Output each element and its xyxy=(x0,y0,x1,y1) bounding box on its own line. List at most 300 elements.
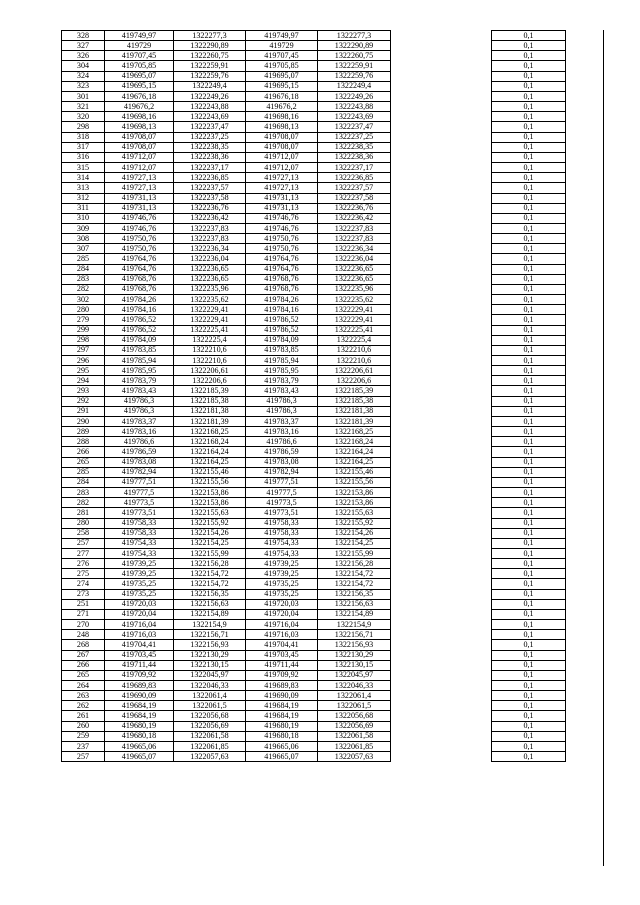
point-number-cell: 288 xyxy=(62,437,105,447)
x2-cell: 419783,79 xyxy=(246,376,318,386)
y2-cell: 1322164,24 xyxy=(318,447,391,457)
point-number-cell: 237 xyxy=(62,741,105,751)
value-cell: 0,1 xyxy=(492,295,566,305)
table-row xyxy=(62,213,566,223)
value-cell: 0,1 xyxy=(492,599,566,609)
value-cell: 0,1 xyxy=(492,731,566,741)
x2-cell: 419782,94 xyxy=(246,467,318,477)
spacer-cell xyxy=(391,650,492,660)
value-cell: 0,1 xyxy=(492,528,566,538)
point-number-cell: 257 xyxy=(62,752,105,762)
value-cell: 0,1 xyxy=(492,183,566,193)
y2-cell: 1322237,47 xyxy=(318,122,391,132)
spacer-cell xyxy=(391,467,492,477)
x1-cell: 419727,13 xyxy=(105,183,174,193)
y1-cell: 1322130,15 xyxy=(174,660,246,670)
y1-cell: 1322243,69 xyxy=(174,112,246,122)
x1-cell: 419684,19 xyxy=(105,701,174,711)
spacer-cell xyxy=(391,335,492,345)
y1-cell: 1322057,63 xyxy=(174,752,246,762)
spacer-cell xyxy=(391,31,492,41)
table-row xyxy=(62,61,566,71)
y2-cell: 1322238,36 xyxy=(318,152,391,162)
x1-cell: 419695,15 xyxy=(105,81,174,91)
x1-cell: 419731,13 xyxy=(105,193,174,203)
x2-cell: 419676,2 xyxy=(246,102,318,112)
x2-cell: 419665,06 xyxy=(246,741,318,751)
x2-cell: 419705,85 xyxy=(246,61,318,71)
y2-cell: 1322155,92 xyxy=(318,518,391,528)
value-cell: 0,1 xyxy=(492,366,566,376)
table-row xyxy=(62,31,566,41)
x1-cell: 419716,03 xyxy=(105,630,174,640)
point-number-cell: 266 xyxy=(62,660,105,670)
value-cell: 0,1 xyxy=(492,51,566,61)
point-number-cell: 259 xyxy=(62,731,105,741)
x1-cell: 419680,19 xyxy=(105,721,174,731)
value-cell: 0,1 xyxy=(492,752,566,762)
value-cell: 0,1 xyxy=(492,152,566,162)
y2-cell: 1322235,96 xyxy=(318,284,391,294)
y1-cell: 1322206,61 xyxy=(174,366,246,376)
table-row xyxy=(62,650,566,660)
y2-cell: 1322237,57 xyxy=(318,183,391,193)
spacer-cell xyxy=(391,691,492,701)
point-number-cell: 284 xyxy=(62,264,105,274)
point-number-cell: 280 xyxy=(62,305,105,315)
table-row xyxy=(62,356,566,366)
spacer-cell xyxy=(391,701,492,711)
value-cell: 0,1 xyxy=(492,41,566,51)
x1-cell: 419689,83 xyxy=(105,681,174,691)
spacer-cell xyxy=(391,345,492,355)
x1-cell: 419786,6 xyxy=(105,437,174,447)
table-row xyxy=(62,193,566,203)
point-number-cell: 289 xyxy=(62,427,105,437)
table-row xyxy=(62,122,566,132)
y2-cell: 1322236,34 xyxy=(318,244,391,254)
y2-cell: 1322185,38 xyxy=(318,396,391,406)
y1-cell: 1322237,58 xyxy=(174,193,246,203)
spacer-cell xyxy=(391,508,492,518)
spacer-cell xyxy=(391,640,492,650)
x2-cell: 419704,41 xyxy=(246,640,318,650)
point-number-cell: 290 xyxy=(62,416,105,426)
x1-cell: 419768,76 xyxy=(105,274,174,284)
spacer-cell xyxy=(391,183,492,193)
y2-cell: 1322154,89 xyxy=(318,609,391,619)
value-cell: 0,1 xyxy=(492,640,566,650)
x2-cell: 419720,03 xyxy=(246,599,318,609)
y1-cell: 1322243,88 xyxy=(174,102,246,112)
table-row xyxy=(62,284,566,294)
spacer-cell xyxy=(391,569,492,579)
value-cell: 0,1 xyxy=(492,315,566,325)
y1-cell: 1322290,89 xyxy=(174,41,246,51)
x1-cell: 419727,13 xyxy=(105,173,174,183)
x1-cell: 419708,07 xyxy=(105,132,174,142)
x1-cell: 419729 xyxy=(105,41,174,51)
spacer-cell xyxy=(391,112,492,122)
y1-cell: 1322181,38 xyxy=(174,406,246,416)
spacer-cell xyxy=(391,244,492,254)
y2-cell: 1322046,33 xyxy=(318,681,391,691)
x1-cell: 419783,08 xyxy=(105,457,174,467)
spacer-cell xyxy=(391,416,492,426)
spacer-cell xyxy=(391,376,492,386)
point-number-cell: 323 xyxy=(62,81,105,91)
y1-cell: 1322154,9 xyxy=(174,620,246,630)
table-row xyxy=(62,386,566,396)
y2-cell: 1322238,35 xyxy=(318,142,391,152)
point-number-cell: 283 xyxy=(62,488,105,498)
point-number-cell: 261 xyxy=(62,711,105,721)
spacer-cell xyxy=(391,234,492,244)
table-row xyxy=(62,630,566,640)
value-cell: 0,1 xyxy=(492,467,566,477)
value-cell: 0,1 xyxy=(492,305,566,315)
point-number-cell: 291 xyxy=(62,406,105,416)
spacer-cell xyxy=(391,396,492,406)
value-cell: 0,1 xyxy=(492,284,566,294)
y2-cell: 1322235,62 xyxy=(318,295,391,305)
value-cell: 0,1 xyxy=(492,396,566,406)
spacer-cell xyxy=(391,152,492,162)
point-number-cell: 312 xyxy=(62,193,105,203)
table-row xyxy=(62,538,566,548)
x2-cell: 419777,5 xyxy=(246,488,318,498)
x2-cell: 419708,07 xyxy=(246,142,318,152)
table-row xyxy=(62,244,566,254)
y1-cell: 1322260,75 xyxy=(174,51,246,61)
y1-cell: 1322236,65 xyxy=(174,274,246,284)
value-cell: 0,1 xyxy=(492,223,566,233)
table-row xyxy=(62,71,566,81)
value-cell: 0,1 xyxy=(492,132,566,142)
x2-cell: 419783,43 xyxy=(246,386,318,396)
y1-cell: 1322237,17 xyxy=(174,163,246,173)
y1-cell: 1322168,24 xyxy=(174,437,246,447)
value-cell: 0,1 xyxy=(492,31,566,41)
y2-cell: 1322168,25 xyxy=(318,427,391,437)
point-number-cell: 302 xyxy=(62,295,105,305)
value-cell: 0,1 xyxy=(492,711,566,721)
table-row xyxy=(62,681,566,691)
x2-cell: 419758,33 xyxy=(246,528,318,538)
value-cell: 0,1 xyxy=(492,518,566,528)
table-row xyxy=(62,102,566,112)
x2-cell: 419786,52 xyxy=(246,325,318,335)
x1-cell: 419783,37 xyxy=(105,416,174,426)
y1-cell: 1322237,25 xyxy=(174,132,246,142)
spacer-cell xyxy=(391,681,492,691)
value-cell: 0,1 xyxy=(492,548,566,558)
spacer-cell xyxy=(391,660,492,670)
x2-cell: 419786,3 xyxy=(246,396,318,406)
x1-cell: 419786,59 xyxy=(105,447,174,457)
table-row xyxy=(62,254,566,264)
value-cell: 0,1 xyxy=(492,173,566,183)
table-row xyxy=(62,660,566,670)
x2-cell: 419785,94 xyxy=(246,356,318,366)
y1-cell: 1322249,26 xyxy=(174,91,246,101)
y2-cell: 1322236,85 xyxy=(318,173,391,183)
x2-cell: 419768,76 xyxy=(246,274,318,284)
spacer-cell xyxy=(391,254,492,264)
y1-cell: 1322156,35 xyxy=(174,589,246,599)
value-cell: 0,1 xyxy=(492,650,566,660)
spacer-cell xyxy=(391,518,492,528)
y1-cell: 1322056,68 xyxy=(174,711,246,721)
y1-cell: 1322061,5 xyxy=(174,701,246,711)
y1-cell: 1322154,26 xyxy=(174,528,246,538)
table-row xyxy=(62,51,566,61)
y2-cell: 1322206,61 xyxy=(318,366,391,376)
x2-cell: 419773,5 xyxy=(246,498,318,508)
point-number-cell: 281 xyxy=(62,508,105,518)
point-number-cell: 274 xyxy=(62,579,105,589)
table-row xyxy=(62,345,566,355)
x2-cell: 419783,08 xyxy=(246,457,318,467)
point-number-cell: 327 xyxy=(62,41,105,51)
table-row xyxy=(62,152,566,162)
value-cell: 0,1 xyxy=(492,61,566,71)
x1-cell: 419758,33 xyxy=(105,518,174,528)
y1-cell: 1322238,35 xyxy=(174,142,246,152)
y1-cell: 1322235,96 xyxy=(174,284,246,294)
y1-cell: 1322236,34 xyxy=(174,244,246,254)
value-cell: 0,1 xyxy=(492,620,566,630)
point-number-cell: 320 xyxy=(62,112,105,122)
x2-cell: 419750,76 xyxy=(246,244,318,254)
value-cell: 0,1 xyxy=(492,142,566,152)
point-number-cell: 265 xyxy=(62,670,105,680)
y2-cell: 1322249,26 xyxy=(318,91,391,101)
x1-cell: 419720,03 xyxy=(105,599,174,609)
point-number-cell: 298 xyxy=(62,122,105,132)
x2-cell: 419784,16 xyxy=(246,305,318,315)
x2-cell: 419695,07 xyxy=(246,71,318,81)
point-number-cell: 314 xyxy=(62,173,105,183)
y1-cell: 1322153,86 xyxy=(174,488,246,498)
y2-cell: 1322156,35 xyxy=(318,589,391,599)
spacer-cell xyxy=(391,538,492,548)
point-number-cell: 294 xyxy=(62,376,105,386)
x1-cell: 419784,26 xyxy=(105,295,174,305)
x2-cell: 419783,85 xyxy=(246,345,318,355)
value-cell: 0,1 xyxy=(492,670,566,680)
x1-cell: 419698,16 xyxy=(105,112,174,122)
x2-cell: 419665,07 xyxy=(246,752,318,762)
y1-cell: 1322229,41 xyxy=(174,305,246,315)
spacer-cell xyxy=(391,711,492,721)
table-row xyxy=(62,488,566,498)
y2-cell: 1322154,26 xyxy=(318,528,391,538)
spacer-cell xyxy=(391,721,492,731)
x1-cell: 419735,25 xyxy=(105,579,174,589)
value-cell: 0,1 xyxy=(492,569,566,579)
point-number-cell: 263 xyxy=(62,691,105,701)
x2-cell: 419709,92 xyxy=(246,670,318,680)
x1-cell: 419783,85 xyxy=(105,345,174,355)
table-row xyxy=(62,711,566,721)
y2-cell: 1322237,83 xyxy=(318,234,391,244)
x1-cell: 419703,45 xyxy=(105,650,174,660)
x2-cell: 419739,25 xyxy=(246,569,318,579)
y1-cell: 1322237,57 xyxy=(174,183,246,193)
value-cell: 0,1 xyxy=(492,81,566,91)
x2-cell: 419764,76 xyxy=(246,264,318,274)
x2-cell: 419735,25 xyxy=(246,579,318,589)
x1-cell: 419684,19 xyxy=(105,711,174,721)
point-number-cell: 275 xyxy=(62,569,105,579)
table-row xyxy=(62,91,566,101)
point-number-cell: 318 xyxy=(62,132,105,142)
y1-cell: 1322154,25 xyxy=(174,538,246,548)
x2-cell: 419731,13 xyxy=(246,203,318,213)
y1-cell: 1322225,41 xyxy=(174,325,246,335)
y1-cell: 1322154,72 xyxy=(174,579,246,589)
x2-cell: 419731,13 xyxy=(246,193,318,203)
value-cell: 0,1 xyxy=(492,721,566,731)
x1-cell: 419707,45 xyxy=(105,51,174,61)
point-number-cell: 283 xyxy=(62,274,105,284)
x1-cell: 419739,25 xyxy=(105,559,174,569)
value-cell: 0,1 xyxy=(492,112,566,122)
x2-cell: 419729 xyxy=(246,41,318,51)
value-cell: 0,1 xyxy=(492,488,566,498)
x2-cell: 419727,13 xyxy=(246,183,318,193)
table-row xyxy=(62,203,566,213)
table-row xyxy=(62,447,566,457)
spacer-cell xyxy=(391,81,492,91)
spacer-cell xyxy=(391,731,492,741)
x1-cell: 419712,07 xyxy=(105,152,174,162)
spacer-cell xyxy=(391,630,492,640)
point-number-cell: 279 xyxy=(62,315,105,325)
table-row xyxy=(62,81,566,91)
point-number-cell: 307 xyxy=(62,244,105,254)
x2-cell: 419712,07 xyxy=(246,152,318,162)
x1-cell: 419676,2 xyxy=(105,102,174,112)
point-number-cell: 308 xyxy=(62,234,105,244)
x2-cell: 419764,76 xyxy=(246,254,318,264)
x1-cell: 419690,09 xyxy=(105,691,174,701)
value-cell: 0,1 xyxy=(492,589,566,599)
spacer-cell xyxy=(391,193,492,203)
x2-cell: 419773,51 xyxy=(246,508,318,518)
y2-cell: 1322243,69 xyxy=(318,112,391,122)
x2-cell: 419786,3 xyxy=(246,406,318,416)
x1-cell: 419764,76 xyxy=(105,254,174,264)
x1-cell: 419746,76 xyxy=(105,213,174,223)
y1-cell: 1322045,97 xyxy=(174,670,246,680)
table-row xyxy=(62,752,566,762)
table-row xyxy=(62,569,566,579)
value-cell: 0,1 xyxy=(492,579,566,589)
point-number-cell: 282 xyxy=(62,284,105,294)
point-number-cell: 311 xyxy=(62,203,105,213)
y2-cell: 1322130,29 xyxy=(318,650,391,660)
x2-cell: 419758,33 xyxy=(246,518,318,528)
y1-cell: 1322056,69 xyxy=(174,721,246,731)
y1-cell: 1322153,86 xyxy=(174,498,246,508)
y1-cell: 1322237,47 xyxy=(174,122,246,132)
point-number-cell: 248 xyxy=(62,630,105,640)
table-row xyxy=(62,335,566,345)
x1-cell: 419720,04 xyxy=(105,609,174,619)
table-row xyxy=(62,234,566,244)
y2-cell: 1322156,71 xyxy=(318,630,391,640)
value-cell: 0,1 xyxy=(492,213,566,223)
x2-cell: 419754,33 xyxy=(246,548,318,558)
point-number-cell: 299 xyxy=(62,325,105,335)
y2-cell: 1322225,4 xyxy=(318,335,391,345)
point-number-cell: 328 xyxy=(62,31,105,41)
spacer-cell xyxy=(391,589,492,599)
spacer-cell xyxy=(391,356,492,366)
spacer-cell xyxy=(391,366,492,376)
value-cell: 0,1 xyxy=(492,630,566,640)
spacer-cell xyxy=(391,142,492,152)
x2-cell: 419746,76 xyxy=(246,213,318,223)
y2-cell: 1322181,38 xyxy=(318,406,391,416)
table-row xyxy=(62,548,566,558)
x2-cell: 419784,26 xyxy=(246,295,318,305)
y2-cell: 1322229,41 xyxy=(318,315,391,325)
y1-cell: 1322238,36 xyxy=(174,152,246,162)
y2-cell: 1322237,25 xyxy=(318,132,391,142)
table-row xyxy=(62,670,566,680)
point-number-cell: 270 xyxy=(62,620,105,630)
point-number-cell: 296 xyxy=(62,356,105,366)
y2-cell: 1322155,46 xyxy=(318,467,391,477)
y2-cell: 1322061,58 xyxy=(318,731,391,741)
spacer-cell xyxy=(391,325,492,335)
point-number-cell: 266 xyxy=(62,447,105,457)
point-number-cell: 284 xyxy=(62,477,105,487)
x1-cell: 419708,07 xyxy=(105,142,174,152)
table-row xyxy=(62,691,566,701)
x1-cell: 419777,5 xyxy=(105,488,174,498)
table-row xyxy=(62,640,566,650)
spacer-cell xyxy=(391,51,492,61)
y1-cell: 1322259,91 xyxy=(174,61,246,71)
y1-cell: 1322237,83 xyxy=(174,223,246,233)
point-number-cell: 260 xyxy=(62,721,105,731)
point-number-cell: 310 xyxy=(62,213,105,223)
table-row xyxy=(62,731,566,741)
table-row xyxy=(62,457,566,467)
x2-cell: 419786,52 xyxy=(246,315,318,325)
y2-cell: 1322045,97 xyxy=(318,670,391,680)
x2-cell: 419698,13 xyxy=(246,122,318,132)
point-number-cell: 262 xyxy=(62,701,105,711)
y2-cell: 1322210,6 xyxy=(318,356,391,366)
y1-cell: 1322277,3 xyxy=(174,31,246,41)
y1-cell: 1322154,72 xyxy=(174,569,246,579)
value-cell: 0,1 xyxy=(492,609,566,619)
table-row xyxy=(62,366,566,376)
value-cell: 0,1 xyxy=(492,254,566,264)
spacer-cell xyxy=(391,437,492,447)
spacer-cell xyxy=(391,295,492,305)
spacer-cell xyxy=(391,447,492,457)
x1-cell: 419695,07 xyxy=(105,71,174,81)
spacer-cell xyxy=(391,274,492,284)
y2-cell: 1322237,83 xyxy=(318,223,391,233)
x2-cell: 419754,33 xyxy=(246,538,318,548)
